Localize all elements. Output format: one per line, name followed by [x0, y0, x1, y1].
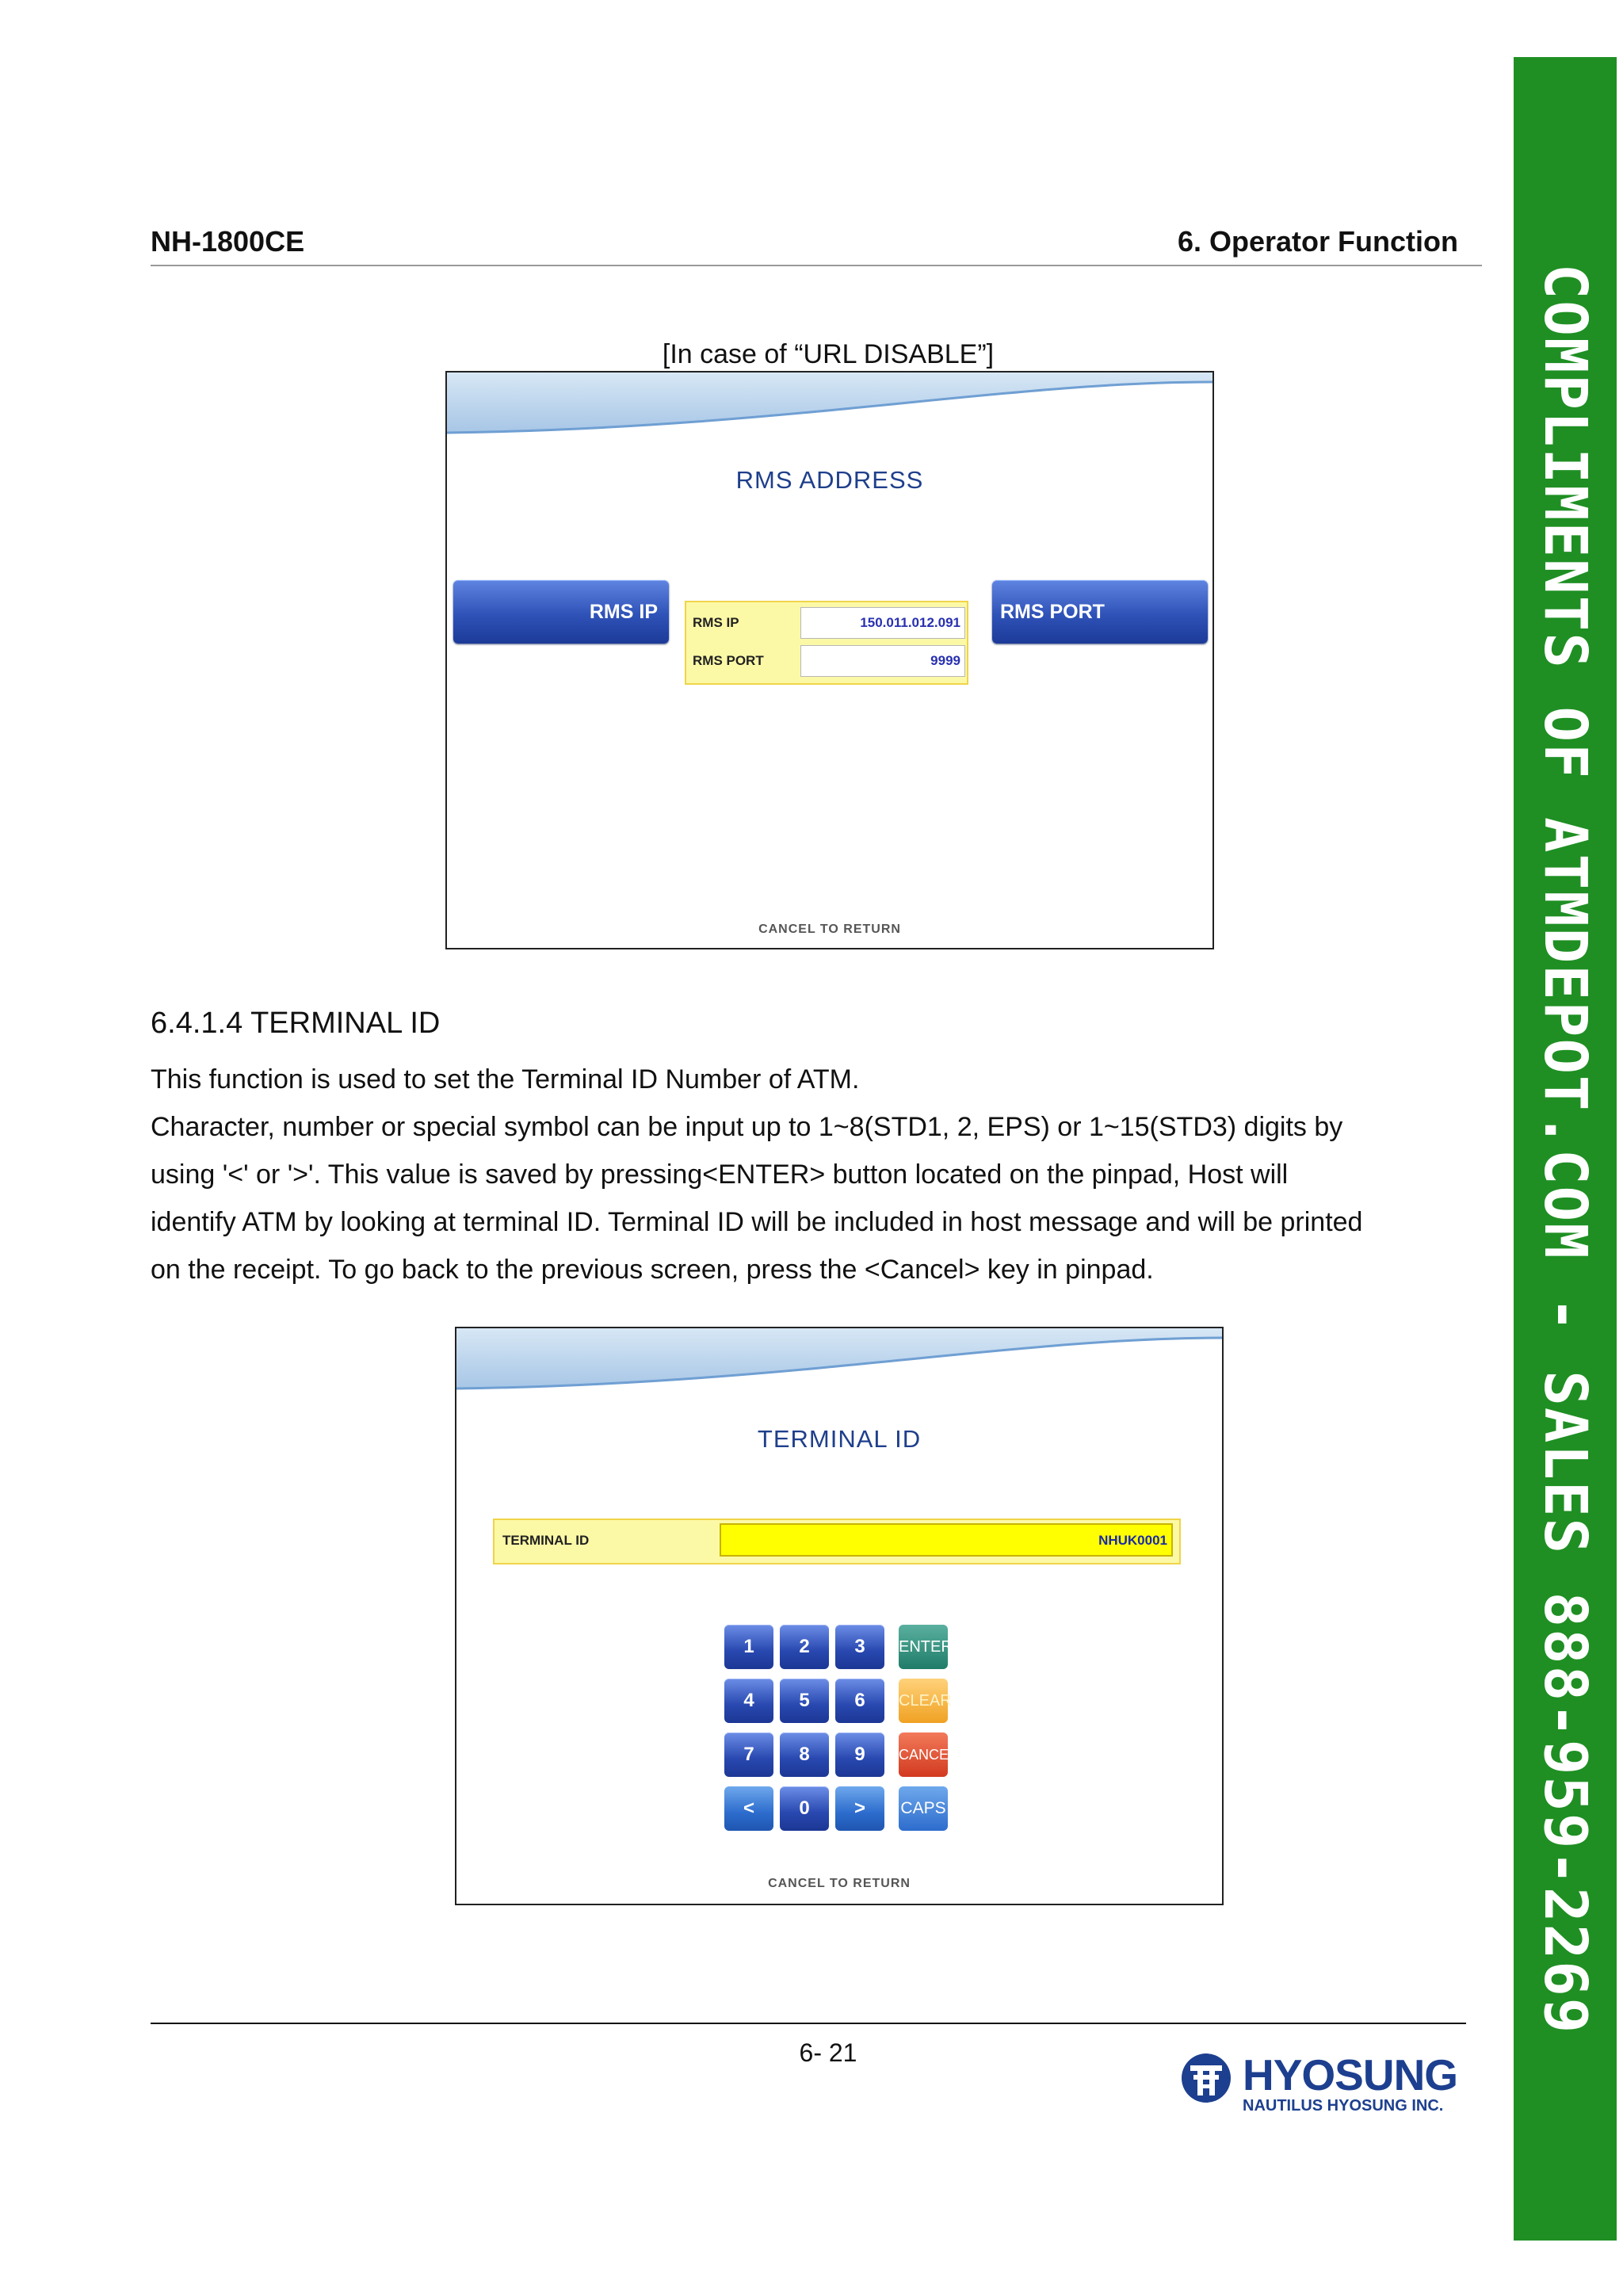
- figure-caption: [In case of “URL DISABLE”]: [662, 339, 995, 369]
- footer-divider: [151, 2023, 1466, 2024]
- description-line: using '<' or '>'. This value is saved by pressing<ENTER> button located on the pinpad, Host will: [151, 1159, 1289, 1190]
- rms-address-screen: [445, 371, 1214, 949]
- description-line: This function is used to set the Terminal ID Number of ATM.: [151, 1064, 860, 1095]
- side-banner: [1514, 57, 1617, 2241]
- description-line: Character, number or special symbol can be input up to 1~8(STD1, 2, EPS) or 1~15(STD3) digits by: [151, 1112, 1343, 1142]
- page-number: 6- 21: [799, 2038, 857, 2067]
- screen-title: TERMINAL ID: [757, 1425, 922, 1453]
- terminal-id-input[interactable]: NHUK0001: [720, 1523, 1173, 1557]
- key-3[interactable]: 3: [835, 1625, 884, 1669]
- rms-port-label: RMS PORT: [693, 653, 764, 668]
- cancel-to-return-hint: CANCEL TO RETURN: [758, 923, 901, 936]
- rms-ip-label: RMS IP: [693, 615, 739, 630]
- key-7[interactable]: 7: [724, 1733, 773, 1777]
- hyosung-logo: [1179, 2050, 1457, 2121]
- terminal-id-label: TERMINAL ID: [502, 1533, 590, 1548]
- caps-key[interactable]: CAPS: [899, 1786, 948, 1831]
- key-9[interactable]: 9: [835, 1733, 884, 1777]
- terminal-id-screen: [455, 1327, 1224, 1905]
- header-divider: [151, 265, 1482, 266]
- header-wave: [456, 1328, 1222, 1408]
- section-title: 6.4.1.4 TERMINAL ID: [151, 1007, 441, 1040]
- left-arrow-key[interactable]: <: [724, 1786, 773, 1831]
- screen-title: RMS ADDRESS: [735, 466, 924, 494]
- enter-key[interactable]: ENTER: [899, 1625, 948, 1669]
- section-description: [151, 1056, 1490, 1293]
- chapter-title: 6. Operator Function: [1177, 225, 1458, 258]
- rms-ip-button[interactable]: RMS IP: [453, 580, 669, 644]
- key-1[interactable]: 1: [724, 1625, 773, 1669]
- cancel-to-return-hint: CANCEL TO RETURN: [768, 1877, 911, 1890]
- description-line: on the receipt. To go back to the previous screen, press the <Cancel> key in pinpad.: [151, 1255, 1154, 1285]
- key-5[interactable]: 5: [780, 1679, 829, 1723]
- key-6[interactable]: 6: [835, 1679, 884, 1723]
- cancel-key[interactable]: CANCEL: [899, 1733, 948, 1777]
- key-4[interactable]: 4: [724, 1679, 773, 1723]
- hyosung-emblem-icon: [1179, 2051, 1233, 2105]
- key-0[interactable]: 0: [780, 1786, 829, 1831]
- clear-key[interactable]: CLEAR: [899, 1679, 948, 1723]
- description-line: identify ATM by looking at terminal ID. Terminal ID will be included in host message and will be printed: [151, 1207, 1363, 1237]
- rms-ip-field[interactable]: 150.011.012.091: [800, 607, 965, 639]
- rms-port-field[interactable]: 9999: [800, 645, 965, 677]
- side-banner-text: COMPLIMENTS OF ATMDEPOT.COM - SALES 888-959-2269: [1531, 263, 1599, 2035]
- logo-brand: HYOSUNG: [1243, 2050, 1458, 2099]
- header-wave: [447, 372, 1212, 452]
- logo-subtitle: NAUTILUS HYOSUNG INC.: [1243, 2097, 1444, 2115]
- rms-port-button[interactable]: RMS PORT: [992, 580, 1208, 644]
- key-2[interactable]: 2: [780, 1625, 829, 1669]
- key-8[interactable]: 8: [780, 1733, 829, 1777]
- document-model: NH-1800CE: [151, 225, 305, 258]
- right-arrow-key[interactable]: >: [835, 1786, 884, 1831]
